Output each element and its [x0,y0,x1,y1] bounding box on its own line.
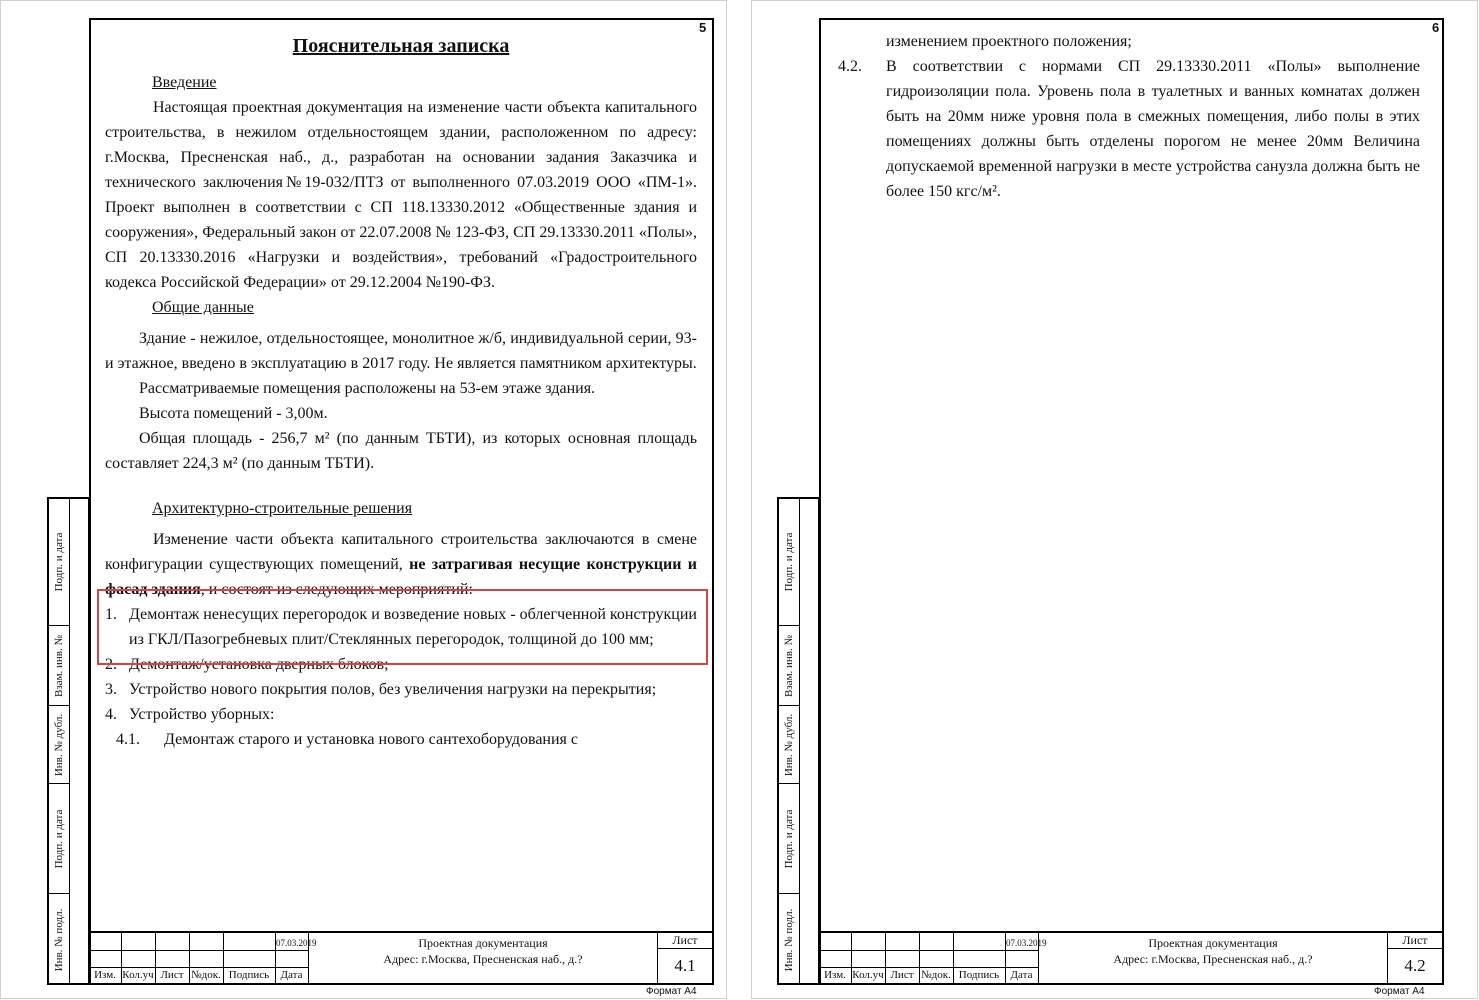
page-number: 6 [1432,20,1440,35]
paragraph: Настоящая проектная документация на изменение части объекта капитального строительства, в нежилом отдельностоящем здании, расположенном по адресу: г.Москва, Пресненская наб., д., разработан на основании задания Заказчика и технического заключения№19-032/ПТЗ от выполненного 07.03.2019 ООО «ПМ-1». Проект выполнен в соответствии с СП 118.13330.2012 «Общественные здания и сооружения», Федеральный закон от 22.07.2008 № 123-ФЗ, СП 29.13330.2011 «Полы», СП 20.13330.2016 «Нагрузки и воздействия», требований «Градостроительного кодекса Российской Федерации» от 29.12.2004 №190-ФЗ. [105,99,697,291]
title-block-info [308,933,658,985]
format-label: Формат А4 [1374,986,1425,997]
tb-label: Подпись [228,969,270,981]
stamp-cell: Инв. № подл. [783,908,795,971]
stamp-cell: Взам. инв. № [49,626,69,706]
tb-label: Дата [280,969,303,981]
highlighted-paragraph: Изменение части объекта капитального строительства заключаются в смене конфигурации существующих помещений, не затрагивая несущие конструкции и фасад здания, и состоят из следующих мероприятий: [105,531,698,598]
section-heading: Общие данные [152,299,254,316]
tb-label: №док. [921,969,951,981]
stamp-cell: Взам. инв. № [779,626,799,706]
title-block [819,931,1444,985]
doc-title: Проектная документация [418,936,548,950]
stamp-cell: Подп. и дата [49,499,69,626]
sheet-cell [658,933,712,985]
sheet-cell [1388,933,1442,985]
sub-list-item: 4.1. Демонтаж старого и установка нового сантехоборудования с [116,731,578,748]
title-block-info [1038,933,1388,985]
doc-address: Адрес: г.Москва, Пресненская наб., д.? [1113,952,1313,966]
doc-title: Проектная документация [1148,936,1278,950]
paragraph: Высота помещений - 3,00м. [139,405,328,422]
section-heading: Архитектурно-строительные решения [152,500,413,517]
side-stamp [47,497,90,985]
list-item: 1. Демонтаж ненесущих перегородок и возведение новых - облегченной конструкции из ГКЛ/Пазогребневых плит/Стеклянных перегородок, толщиной до 100 мм; [105,606,697,648]
stamp-cell: Подп. и дата [49,784,69,894]
right-sheet [751,0,1478,999]
list-item: 3. Устройство нового покрытия полов, без увеличения нагрузки на перекрытия; [105,681,657,698]
paragraph: изменением проектного положения; [886,33,1132,50]
paragraph: Здание - нежилое, отдельностоящее, монолитное ж/б, индивидуальной серии, 93-и этажное, введено в эксплуатацию в 2017 году. Не является памятником архитектуры. [105,330,697,372]
left-sheet [0,0,727,999]
tb-label: Изм. [824,969,846,981]
stamp-cell: Инв. № дубл. [779,706,799,784]
sub-list-item: 4.2. В соответствии с нормами СП 29.13330.2011 «Полы» выполнение гидроизоляции пола. Уровень пола в туалетных и ванных комнатах должен быть на 20мм ниже уровня пола в смежных помещения, либо полы в этих помещениях должны быть отделены порогом не менее 20мм Величина допускаемой временной нагрузки в месте устройства санузла должна быть не более 150 кгс/м². [838,58,1420,200]
title-block-date: 07.03.2019 [276,938,317,948]
paragraph: Общая площадь - 256,7 м² (по данным ТБТИ), из которых основная площадь составляет 224,3 м² (по данным ТБТИ). [105,430,697,472]
stamp-cell: Подп. и дата [779,784,799,894]
list-item: 4. Устройство уборных: [105,706,275,723]
format-label: Формат А4 [646,986,697,997]
tb-label: Кол.уч [122,969,154,981]
tb-label: Лист [160,969,184,981]
page-number: 5 [699,20,707,35]
sheet-label: Лист [1388,933,1442,949]
sheet-number: 4.1 [674,956,696,975]
sheet-number: 4.2 [1404,956,1426,975]
stamp-cell: Инв. № подл. [53,908,65,971]
right-page-content [838,29,1420,204]
tb-label: Лист [890,969,914,981]
stamp-cell: Подп. и дата [779,499,799,626]
tb-label: Дата [1010,969,1033,981]
doc-address: Адрес: г.Москва, Пресненская наб., д.? [383,952,583,966]
highlight-box [97,589,708,665]
page-title: Пояснительная записка [292,35,510,57]
paragraph: Рассматриваемые помещения расположены на 53-ем этаже здания. [139,380,596,397]
side-stamp [777,497,820,985]
title-block [89,931,714,985]
sheet-label: Лист [658,933,712,949]
section-heading: Введение [152,74,217,91]
tb-label: Кол.уч [852,969,884,981]
title-block-date: 07.03.2019 [1006,938,1047,948]
tb-label: №док. [191,969,221,981]
tb-label: Подпись [958,969,1000,981]
tb-label: Изм. [94,969,116,981]
list-item: 2. Демонтаж/установка дверных блоков; [105,656,389,673]
stamp-cell: Инв. № дубл. [49,706,69,784]
